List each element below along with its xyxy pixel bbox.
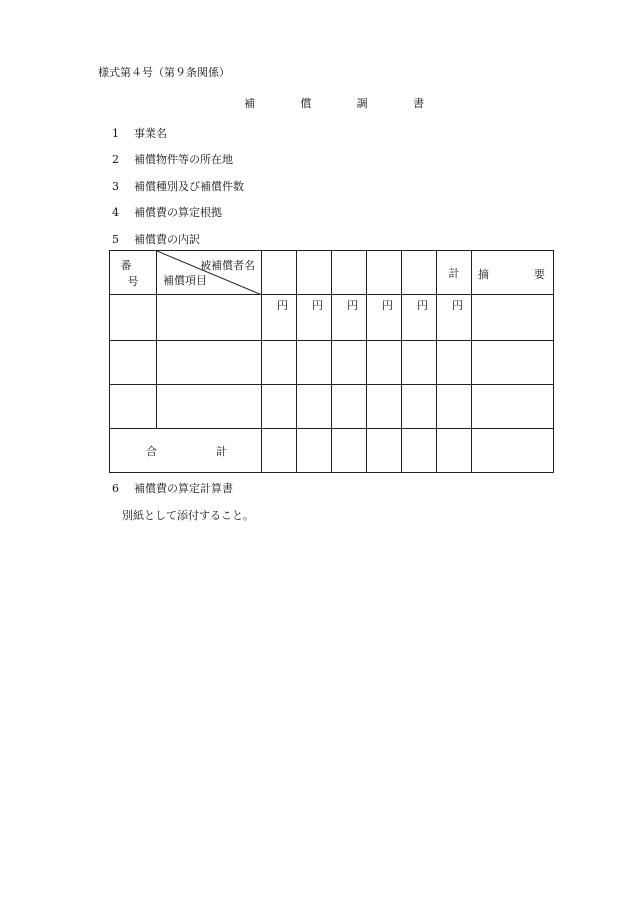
amount-cell (367, 341, 402, 385)
table-sum-row (110, 429, 554, 473)
amount-cell: 円 (297, 295, 332, 341)
sum-label-cell (110, 429, 262, 473)
sum-label-left: 合 (146, 445, 157, 458)
total-amount-cell (437, 341, 472, 385)
item-number: 4 (112, 206, 119, 219)
item-number: 6 (112, 482, 119, 495)
item-calculation-sheet (112, 480, 233, 496)
remarks-cell (472, 385, 554, 429)
document-title (244, 95, 424, 111)
total-amount-cell (437, 385, 472, 429)
remarks-cell (472, 295, 554, 341)
item-cell (157, 385, 262, 429)
amount-cell (332, 385, 367, 429)
item-text: 補償費の算定根拠 (134, 206, 222, 219)
item-project-name (112, 125, 167, 141)
title-char-1: 補 (244, 97, 255, 110)
amount-cell (262, 341, 297, 385)
sum-remarks-cell (472, 429, 554, 473)
amount-cell: 円 (332, 295, 367, 341)
header-compensation-item-label: 補償項目 (163, 274, 207, 287)
item-breakdown (112, 231, 200, 247)
item-text: 補償種別及び補償件数 (134, 180, 244, 193)
amount-cell: 円 (402, 295, 437, 341)
title-char-2: 償 (300, 97, 312, 110)
amount-cell: 円 (262, 295, 297, 341)
remarks-cell (472, 341, 554, 385)
header-compensated-person-label: 被補償者名 (200, 259, 255, 272)
item-calculation-basis (112, 204, 222, 220)
number-cell (110, 385, 157, 429)
amount-cell (297, 341, 332, 385)
item-cell (157, 295, 262, 341)
item-number: 2 (112, 153, 119, 166)
header-name-cell (297, 251, 332, 295)
amount-cell: 円 (367, 295, 402, 341)
sum-label-right: 計 (216, 445, 227, 458)
table-header-row (110, 251, 554, 295)
amount-cell (262, 385, 297, 429)
item-compensation-types (112, 178, 244, 194)
header-name-cell (332, 251, 367, 295)
sum-amount-cell (332, 429, 367, 473)
sum-amount-cell (402, 429, 437, 473)
number-cell (110, 295, 157, 341)
table-row (110, 295, 554, 341)
header-number-label: 番 号 (120, 258, 171, 288)
total-amount-cell: 円 (437, 295, 472, 341)
item-number: 1 (112, 127, 119, 140)
amount-cell (367, 385, 402, 429)
item-text: 補償費の算定計算書 (134, 482, 233, 495)
item-text: 補償費の内訳 (134, 233, 200, 246)
number-cell (110, 341, 157, 385)
item-cell (157, 341, 262, 385)
header-number-cell (110, 251, 171, 295)
item-location (112, 151, 233, 167)
title-char-3: 調 (356, 97, 368, 110)
table-row (110, 341, 554, 385)
amount-cell (297, 385, 332, 429)
sum-total-cell (437, 429, 472, 473)
amount-cell (332, 341, 367, 385)
item-number: 5 (112, 233, 119, 246)
form-number-label: 様式第４号（第９条関係） (98, 66, 230, 79)
item-text: 補償物件等の所在地 (134, 153, 233, 166)
header-name-cell (402, 251, 437, 295)
compensation-breakdown-table (109, 250, 554, 473)
sum-amount-cell (367, 429, 402, 473)
remarks-label-left: 摘 (478, 268, 489, 281)
header-remarks-cell (472, 251, 554, 295)
item-text: 事業名 (134, 127, 167, 140)
header-diagonal-cell (157, 251, 262, 295)
title-char-4: 書 (412, 97, 424, 110)
remarks-label-right: 要 (534, 268, 545, 281)
attachment-note: 別紙として添付すること。 (122, 509, 254, 522)
sum-amount-cell (297, 429, 332, 473)
header-name-cell (262, 251, 297, 295)
header-name-cell (367, 251, 402, 295)
header-total-cell: 計 (437, 251, 472, 295)
table-row (110, 385, 554, 429)
sum-amount-cell (262, 429, 297, 473)
amount-cell (402, 385, 437, 429)
amount-cell (402, 341, 437, 385)
item-number: 3 (112, 180, 119, 193)
